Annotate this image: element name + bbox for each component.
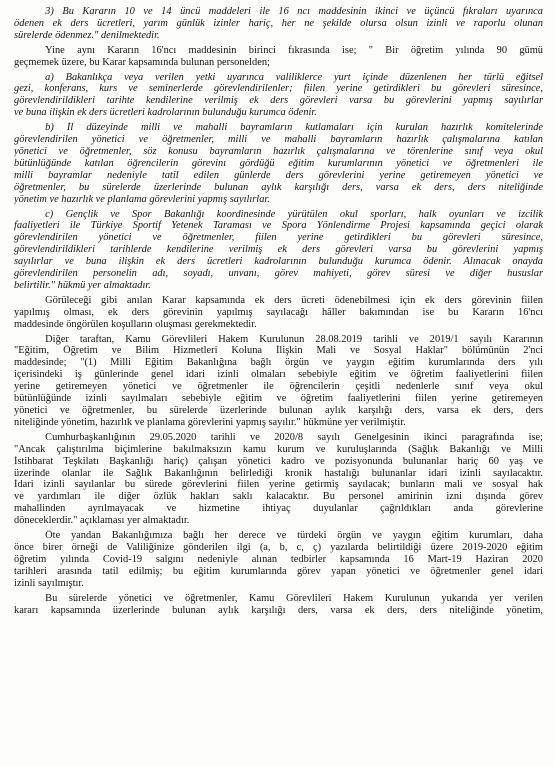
text-line: görevlendirilen personelin adı, soyadı, unvanı, görev mahiyeti, görev süresi ve diğer hususlar <box>14 268 543 280</box>
para-c <box>14 209 543 292</box>
text-line: içerisindeki iş günlerinde genel idari izinli olmaları sebebiyle eğitim ve öğretim faaliyetlerini fiilen <box>14 369 543 381</box>
text-line: maddesinde öngörülen koşulların oluşması gerekmektedir. <box>14 318 257 330</box>
para-goruldugu <box>14 295 543 331</box>
text-line: geçmemek üzere, bu Karar kapsamında bulunan personelden; <box>14 56 270 68</box>
text-line: sayılırlar ve buna ilişkin ek ders ücretleri kadrolarının bulunduğu kurumca ödenir. Alınacak onayda <box>14 256 543 268</box>
text-line: öğretim yılında Covid-19 salgını nedeniyle alınan tedbirler kapsamında 16 Mart-19 Haziran 2020 <box>14 553 543 565</box>
text-line: gezi, konferans, kurs ve seminerlerde görevlendirilenler; fiilen yerine getirdikleri bu görevleri süresince, <box>14 83 543 95</box>
text-line: mahallinden ayrılmayacak ve hizmetine ihtiyaç duyulanlar çağrıldıkları anda görevlerine <box>14 503 543 515</box>
text-line: milli bayramlar nedeniyle tatil edilen günlerde ders görevlerini yerine getiremeyen yönetici ve <box>14 169 543 181</box>
text-line: görevlendirilen yönetici ve öğretmenler, fiilen yerine getirdikleri bu görevleri süresince, <box>14 232 543 244</box>
text-line: bütünlüğünde izinli sayılmaları sebebiyle eğitim ve öğretim faaliyetlerini fiilen yerine getiremeyen <box>14 393 543 405</box>
text-line: Görüleceği gibi anılan Karar kapsamında ek ders ücreti ödenebilmesi için ek ders görevinin fiilen <box>14 294 543 306</box>
text-line: "Ancak çalıştırılma biçimlerine bakılmaksızın kamu kurum ve kuruluşlarında (Sağlık Bakanlığı ve Milli <box>14 443 543 455</box>
text-line: faaliyetleri ile Türkiye Sportif Yetenek Taraması ve Spora Yönlendirme Projesi kapsamında geçici olarak <box>14 220 543 232</box>
text-line: Bu sürelerde yönetici ve öğretmenler, Kamu Görevlileri Hakem Kurulunun yukarıda yer verilen <box>14 592 543 604</box>
text-line: ve yardımları ile diğer özlük hakları saklı kalacaktır. Bu personel amirinin izni dışında görev <box>14 491 543 503</box>
text-line: yapılmış olması, ek ders görevinin yapılmış sayılacağı hâller bakımından ise bu Kararın 16'ncı <box>14 306 543 318</box>
text-line: ve buna ilişkin ek ders ücretleri kadrolarının bulunduğu kurumca ödenir. <box>14 107 317 119</box>
text-line: İstihbarat Teşkilatı Başkanlığı hariç) çalışan yönetici kadro ve pozisyonunda bulunanlar hariç 60 yaş ve <box>14 455 543 467</box>
text-line: öğretmenler, bu sürelerde üzerlerinde bulunan aylık karşılığı ders, varsa ek ders, ders niteliğinde <box>14 181 543 193</box>
text-line: 3) Bu Kararın 10 ve 14 üncü maddeleri ile 16 ncı maddesinin ikinci ve üçüncü fıkraları uyarınca <box>14 6 543 17</box>
text-line: belirtilir." hükmü yer almaktadır. <box>14 279 151 291</box>
text-line: b) İl düzeyinde milli ve mahalli bayramların kutlamaları için kurulan hazırlık komitelerinde <box>14 122 543 134</box>
para-hakem-kurulu <box>14 334 543 429</box>
text-line: Yine aynı Kararın 16'ncı maddesinin birinci fıkrasında ise; " Bir öğretim yılında 90 gümü <box>14 44 543 56</box>
text-line: üzerinde olanlar ile Sağlık Bakanlığının belirlediği kronik hastalığı bulunanlar idari izinli sayılacaktır. <box>14 467 543 479</box>
text-line: Öte yandan Bakanlığımıza bağlı her derece ve türdeki örgün ve yaygın eğitim kurumları, daha <box>14 530 543 542</box>
text-line: niteliğinde yönetim, hazırlık ve planlama görevlerini yapmış sayılır." hükmüne yer verilmiştir. <box>14 416 406 428</box>
text-line: görevlendirildikleri tarihlerde kendilerine verilmiş ek ders görevleri varsa bu görevlerini yapmış <box>14 244 543 256</box>
para-a <box>14 72 543 120</box>
text-line: a) Bakanlıkça veya verilen yetki uyarınca valiliklerce yurt içinde düzenlenen her türlü eğitsel <box>14 71 543 83</box>
text-line: yönetici ve öğretmenler, bu sürelerde üzerlerinde bulunan aylık karşılığı ders, varsa ek ders, ders <box>14 405 543 416</box>
text-line: görevlendirilen yönetici ve öğretmenler, milli ve mahalli bayramların hazırlık çalışmalarına katılan <box>14 134 543 146</box>
para-bakanlik <box>14 530 543 590</box>
text-line: tarihleri arasında tatil edilmiş; bu eğitim kurumlarında görev yapan yönetici ve öğretmenler genel idari <box>14 565 543 577</box>
text-line: görevlendirildikleri tarihte kendilerine verilmiş ek ders görevleri varsa bu görevlerini yapmış sayılırlar <box>14 95 543 107</box>
text-line: Diğer taraftan, Kamu Görevlileri Hakem Kurulunun 28.08.2019 tarihli ve 2019/1 sayılı Kararının <box>14 333 543 345</box>
text-line: ödenen ek ders ücretleri, yarım günlük izinler hariç, her ne şekilde olursa olsun izinli ve raporlu olunan <box>14 17 543 29</box>
text-line: önce birer örneği de Valiliğinize gönderilen ilgi (a, b, c, ç) yazılarda belirtildiği üzere 2019-2020 eğitim <box>14 541 543 553</box>
text-line: c) Gençlik ve Spor Bakanlığı koordinesinde yürütülen okul sporları, halk oyunları ve izcilik <box>14 208 543 220</box>
text-line: "Eğitim, Öğretim ve Bilim Hizmetleri Koluna İlişkin Mali ve Sosyal Haklar" bölümünün 2'nci <box>14 345 543 357</box>
text-line: kararı kapsamında üzerlerinde bulunan aylık karşılığı ders, varsa ek ders, ders niteliğinde yönetim, <box>14 604 543 616</box>
para-3-madde <box>14 6 543 42</box>
text-line: maddesinde; "(1) Milli Eğitim Bakanlığına bağlı örgün ve yaygın eğitim kurumlarında ders yılı <box>14 357 543 369</box>
para-genelge <box>14 432 543 527</box>
para-b <box>14 122 543 205</box>
text-line: bütünlüğünde katılan öğrencilerin görevinı gördüğü eğitim kurumlarının yönetici ve öğretmenleri ile <box>14 157 543 169</box>
text-line: izinli sayılmıştır. <box>14 577 84 589</box>
para-sonuc <box>14 593 543 617</box>
para-16-madde <box>14 45 543 69</box>
text-line: sürelerde ödenmez." denilmektedir. <box>14 29 160 41</box>
text-line: yerine getiremeyen yönetici ve öğretmenler ile öğrencilerin çeşitli nedenlerle sınıf veya okul <box>14 381 543 393</box>
text-line: yönetici ve öğretmenler, söz konusu bayramların hazırlık çalışmalarına ve törenlerine sınıf veya okul <box>14 145 543 157</box>
text-line: yönetim ve hazırlık ve planlama görevlerini yapmış sayılırlar. <box>14 193 270 205</box>
text-line: döneceklerdir." açıklaması yer almaktadır. <box>14 515 190 527</box>
text-line: Cumhurbaşkanlığının 29.05.2020 tarihli ve 2020/8 sayılı Genelgesinin ikinci paragrafında ise; <box>14 431 543 443</box>
text-line: İdari izinli sayılanlar bu sürede görevlerini fiilen yerine getirmiş sayılacak; bunların mali ve sosyal hak <box>14 479 543 491</box>
